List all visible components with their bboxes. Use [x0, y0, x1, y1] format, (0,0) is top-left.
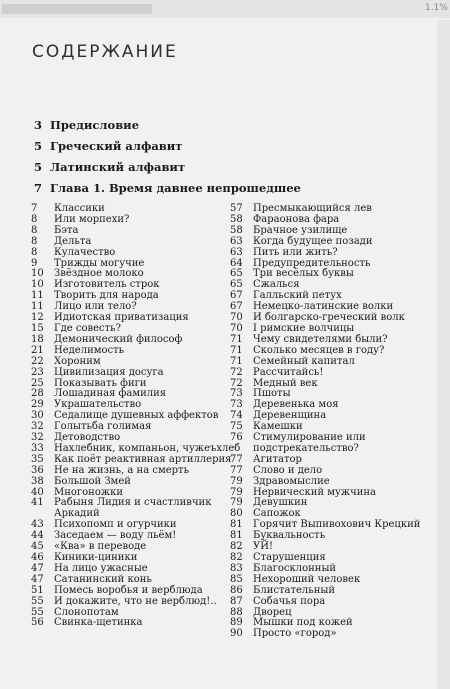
entry-title: Рассчитайсь! [253, 366, 324, 378]
entry-page-number: 33 [31, 442, 44, 454]
entry-title: Украшательство [54, 399, 142, 411]
entry-page-number: 77 [230, 453, 243, 465]
entry-page-number: 8 [31, 246, 38, 258]
entry-page-number: 82 [230, 552, 243, 563]
entry-page-number: 64 [230, 257, 243, 269]
entry-title: Пресмыкающийся лев [253, 203, 372, 214]
entry-title: Сколько месяцев в году? [253, 344, 385, 356]
entry-page-number: 71 [230, 355, 243, 367]
top-bar [0, 0, 450, 18]
entry-page-number: 23 [31, 366, 44, 378]
entry-title: Слонопотам [54, 606, 119, 618]
entry-page-number: 55 [31, 595, 44, 607]
entry-title: Детоводство [54, 432, 121, 444]
entry-page-number: 8 [31, 213, 38, 225]
entry-title: Глава 1. Время давнее непрошедшее [50, 181, 301, 195]
entry-page-number: 71 [230, 333, 243, 345]
entry-title: Здравомыслие [253, 475, 330, 487]
entry-page-number: 10 [31, 279, 44, 291]
entry-title: Демонический философ [54, 333, 183, 345]
entry-title: Классики [54, 203, 105, 214]
entry-title: Сатанинский конь [54, 573, 152, 585]
next-page-edge [437, 20, 450, 689]
entry-page-number: 58 [230, 213, 243, 225]
entry-title: Психопомп и огурчики [54, 519, 177, 531]
entry-page-number: 5 [34, 139, 43, 153]
entry-title: Трижды могучие [54, 257, 145, 269]
entry-title: подстрекательство? [253, 442, 359, 454]
entry-title: Седалище душевных аффектов [54, 410, 219, 422]
toc-column-right [230, 204, 435, 640]
entry-page-number: 10 [31, 268, 44, 280]
entry-title: Лицо или тело? [54, 301, 137, 313]
toc-entry[interactable] [31, 618, 237, 629]
entry-page-number: 30 [31, 410, 44, 422]
entry-title: Когда будущее позади [253, 235, 373, 247]
entry-title: Бэта [54, 224, 79, 236]
entry-title: Благосклонный [253, 562, 337, 574]
entry-title: Дворец [253, 606, 292, 618]
entry-page-number: 82 [230, 541, 243, 553]
toc-entry[interactable] [230, 629, 435, 640]
toc-entry[interactable] [230, 597, 435, 608]
entry-title: И болгарско-греческий волк [253, 312, 405, 324]
entry-page-number: 86 [230, 584, 243, 596]
entry-title: Чему свидетелями были? [253, 333, 388, 345]
entry-page-number: 75 [230, 421, 243, 433]
entry-title: Рабыня Лидия и счастливчик [54, 497, 212, 509]
toc-entry[interactable] [31, 237, 237, 248]
entry-page-number: 7 [31, 203, 38, 214]
entry-title: Камешки [253, 421, 303, 433]
entry-page-number: 88 [230, 606, 243, 618]
entry-title: Свинка-щетинка [54, 617, 143, 629]
entry-page-number: 44 [31, 530, 44, 542]
entry-page-number: 63 [230, 246, 243, 258]
entry-title: Три весёлых буквы [253, 268, 354, 280]
toc-entry[interactable] [31, 357, 237, 368]
entry-page-number: 90 [230, 628, 243, 640]
toc-entry[interactable] [31, 248, 237, 259]
entry-title: УЙ! [253, 541, 273, 553]
entry-title: Не на жизнь, а на смерть [54, 464, 190, 476]
entry-page-number: 11 [31, 290, 44, 302]
entry-page-number: 56 [31, 617, 44, 629]
entry-page-number: 67 [230, 301, 243, 313]
entry-page-number: 79 [230, 497, 243, 509]
entry-page-number: 85 [230, 573, 243, 585]
entry-page-number: 77 [230, 464, 243, 476]
entry-title: Деревенщина [253, 410, 327, 422]
entry-title: Собачья пора [253, 595, 326, 607]
entry-title: Большой Змей [54, 475, 131, 487]
entry-page-number: 55 [31, 606, 44, 618]
entry-title: Горячит Выпивохович Крецкий [253, 519, 421, 531]
entry-page-number: 51 [31, 584, 44, 596]
entry-page-number: 70 [230, 322, 243, 334]
entry-page-number: 76 [230, 432, 243, 444]
entry-title: Греческий алфавит [50, 139, 183, 153]
entry-page-number: 81 [230, 519, 243, 531]
entry-page-number: 67 [230, 290, 243, 302]
entry-page-number: 41 [31, 497, 44, 509]
entry-title: Показывать фиги [54, 377, 147, 389]
entry-title: Деревенька моя [253, 399, 339, 411]
toc-entry[interactable] [230, 357, 435, 368]
entry-page-number: 72 [230, 377, 243, 389]
entry-page-number: 32 [31, 432, 44, 444]
entry-page-number: 21 [31, 344, 44, 356]
entry-title: Брачное узилище [253, 224, 348, 236]
entry-title: Неделимость [54, 344, 125, 356]
entry-page-number: 47 [31, 562, 44, 574]
entry-title: Медный век [253, 377, 318, 389]
entry-page-number: 12 [31, 312, 44, 324]
entry-page-number: 83 [230, 562, 243, 574]
entry-page-number: 5 [34, 160, 43, 174]
entry-title: Слово и дело [253, 464, 323, 476]
entry-page-number: 80 [230, 508, 243, 520]
entry-page-number: 63 [230, 235, 243, 247]
entry-page-number: 18 [31, 333, 44, 345]
entry-title: Галльский петух [253, 290, 342, 302]
entry-title: Лошадиная фамилия [54, 388, 167, 400]
entry-page-number: 72 [230, 366, 243, 378]
entry-page-number: 58 [230, 224, 243, 236]
toc-entry[interactable] [31, 477, 237, 488]
entry-title: Пшоты [253, 388, 291, 400]
entry-page-number: 22 [31, 355, 44, 367]
entry-page-number: 70 [230, 312, 243, 324]
header-tab [2, 4, 152, 14]
entry-title: Голытьба голимая [54, 421, 152, 433]
toc-entry[interactable] [230, 248, 435, 259]
entry-title: На лицо ужасные [54, 562, 148, 574]
entry-page-number: 81 [230, 530, 243, 542]
entry-title: Звёздное молоко [54, 268, 144, 280]
entry-title: Помесь воробья и верблюда [54, 584, 203, 596]
entry-title: Девушкин [253, 497, 308, 509]
entry-page-number: 15 [31, 322, 44, 334]
entry-title: Агитатор [253, 453, 302, 465]
entry-page-number: 89 [230, 617, 243, 629]
entry-title: Мышки под кожей [253, 617, 353, 629]
entry-page-number: 8 [31, 224, 38, 236]
entry-page-number: 79 [230, 475, 243, 487]
entry-page-number: 65 [230, 279, 243, 291]
entry-page-number: 25 [31, 377, 44, 389]
entry-page-number: 7 [34, 181, 43, 195]
entry-title: Старушенция [253, 552, 326, 563]
entry-title: I римские волчицы [253, 322, 355, 334]
entry-title: Латинский алфавит [50, 160, 186, 174]
entry-title: Предупредительность [253, 257, 371, 269]
entry-title: Нехороший человек [253, 573, 361, 585]
entry-page-number: 46 [31, 552, 44, 563]
entry-title: Кулачество [54, 246, 116, 258]
entry-page-number: 79 [230, 486, 243, 498]
toc-entry[interactable] [230, 477, 435, 488]
entry-page-number: 8 [31, 235, 38, 247]
entry-title: Заседаем — воду льём! [54, 530, 177, 542]
entry-title: Просто «город» [253, 628, 337, 640]
entry-page-number: 57 [230, 203, 243, 214]
entry-title: Стимулирование или [253, 432, 366, 444]
entry-title: Сжалься [253, 279, 300, 291]
entry-title: Блистательный [253, 584, 335, 596]
entry-title: Где совесть? [54, 322, 121, 334]
toc-entry[interactable] [230, 237, 435, 248]
entry-title: Аркадий [54, 508, 100, 520]
entry-page-number: 74 [230, 410, 243, 422]
entry-title: Хороним [54, 355, 101, 367]
entry-page-number: 36 [31, 464, 44, 476]
entry-title: Киники-циники [54, 552, 138, 563]
entry-page-number: 29 [31, 399, 44, 411]
header-page-number: 1.1% [425, 3, 448, 13]
entry-page-number: 40 [31, 486, 44, 498]
entry-title: Идиотская приватизация [54, 312, 189, 324]
entry-title: Пить или жить? [253, 246, 338, 258]
toc-entry[interactable] [31, 597, 237, 608]
entry-page-number: 71 [230, 344, 243, 356]
entry-page-number: 47 [31, 573, 44, 585]
entry-page-number: 3 [34, 118, 43, 132]
entry-title: Творить для народа [54, 290, 159, 302]
entry-page-number: 35 [31, 453, 44, 465]
toc-entry[interactable] [31, 586, 237, 597]
entry-page-number: 9 [31, 257, 38, 269]
toc-entry[interactable] [230, 368, 435, 379]
entry-title: Нахлебник, компаньон, чужеъхлеб [54, 442, 241, 454]
entry-title: «Ква» в переводе [54, 541, 147, 553]
entry-page-number: 38 [31, 475, 44, 487]
entry-title: Фараонова фара [253, 213, 340, 225]
toc-entry[interactable] [230, 586, 435, 597]
entry-page-number: 28 [31, 388, 44, 400]
entry-title: Семейный капитал [253, 355, 355, 367]
entry-title: Буквальность [253, 530, 326, 542]
entry-title: Или морпехи? [54, 213, 130, 225]
entry-title: Немецко-латинские волки [253, 301, 394, 313]
toc-entry[interactable] [31, 368, 237, 379]
entry-title: Нервический мужчина [253, 486, 376, 498]
entry-title: Цивилизация досуга [54, 366, 164, 378]
entry-page-number: 73 [230, 388, 243, 400]
entry-page-number: 43 [31, 519, 44, 531]
entry-title: Предисловие [50, 118, 140, 132]
entry-page-number: 45 [31, 541, 44, 553]
entry-title: Дельта [54, 235, 92, 247]
entry-page-number: 73 [230, 399, 243, 411]
entry-title: Сапожок [253, 508, 301, 520]
entry-page-number: 11 [31, 301, 44, 313]
entry-page-number: 65 [230, 268, 243, 280]
entry-title: Многоножки [54, 486, 123, 498]
entry-page-number: 32 [31, 421, 44, 433]
page-title: СОДЕРЖАНИЕ [32, 42, 178, 62]
entry-title: И докажите, что не верблюд!.. [54, 595, 217, 607]
entry-page-number: 87 [230, 595, 243, 607]
entry-title: Изготовитель строк [54, 279, 160, 291]
entry-title: Как поёт реактивная артиллерия [54, 453, 232, 465]
